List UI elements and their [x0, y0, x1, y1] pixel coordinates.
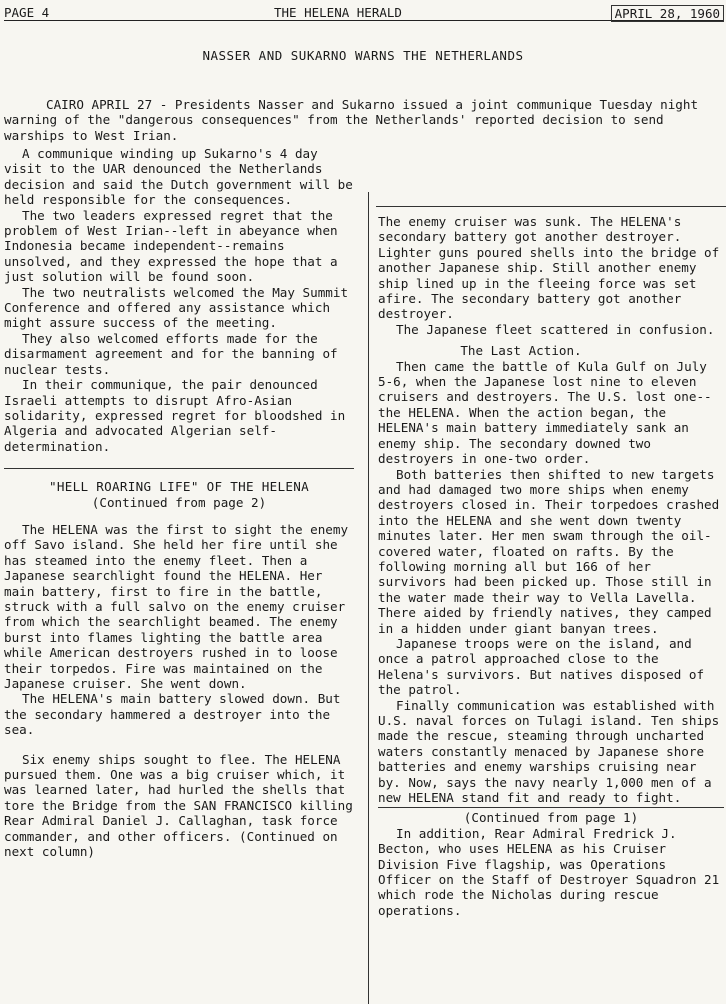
article2-subhead: The Last Action.	[460, 343, 582, 359]
article2-paragraph: Both batteries then shifted to new targets and had damaged two more ships when enemy destroyers closed in. Their torpedoes crashed into the HELENA and she went down twenty minutes later. Her men swam through the oil-covered water, floated on rafts. By the following morning all but 166 of her survivors had been picked up. Those still in the water made their way to Vella Lavella. There aided by friendly natives, they camped in a hidden under giant banyan trees.	[378, 466, 720, 636]
article2-paragraph: The enemy cruiser was sunk. The HELENA's secondary battery got another destroyer. Lighter guns poured shells into the bridge of another Japanese ship. Still another enemy ship lined up in the fleeing force was set afire. The secondary battery got another destroyer.	[378, 214, 720, 322]
article1-paragraph: A communique winding up Sukarno's 4 day visit to the UAR denounced the Netherlands decision and said the Dutch government will be held responsible for the consequences.	[4, 146, 353, 208]
article-divider	[4, 468, 354, 469]
article2-paragraph: Finally communication was established with U.S. naval forces on Tulagi island. Ten ships made the rescue, steaming through uncharted waters constantly menaced by Japanese shore batteries and enemy warships cruising near by. Now, says the navy nearly 1,000 men of a new HELENA stand fit and ready to fight.	[378, 697, 720, 806]
issue-date: APRIL 28, 1960	[611, 5, 724, 22]
lead-paragraph: CAIRO APRIL 27 - Presidents Nasser and Sukarno issued a joint communique Tuesday night warning of the "dangerous consequences" from the Netherlands' reported decision to send warships to West Irian.	[4, 97, 699, 143]
article1-headline: NASSER AND SUKARNO WARNS THE NETHERLANDS	[202, 48, 524, 63]
page-number: PAGE 4	[4, 5, 50, 20]
page-header	[4, 4, 724, 21]
continued-from-page1: (Continued from page 1)	[463, 810, 639, 826]
right-column	[378, 214, 724, 918]
article2-paragraph: The HELENA's main battery slowed down. But the secondary hammered a destroyer into the sea.	[4, 691, 341, 738]
column-rule	[368, 192, 369, 1004]
continuation-divider	[378, 807, 724, 808]
article1-paragraph: In their communique, the pair denounced Israeli attempts to disrupt Afro-Asian solidarity, expressed regret for bloodshed in Algeria and advocated Algerian self-determination.	[4, 377, 346, 454]
article2-paragraph: The Japanese fleet scattered in confusion.	[396, 321, 715, 337]
left-column	[4, 146, 354, 859]
column-top-rule	[376, 206, 726, 207]
article2-headline: "HELL ROARING LIFE" OF THE HELENA	[48, 479, 310, 495]
article2-continued: (Continued from page 2)	[91, 494, 267, 510]
article1-paragraph: The two neutralists welcomed the May Summit Conference and offered any assistance which might assure success of the meeting.	[4, 284, 349, 331]
newspaper-title: THE HELENA HERALD	[274, 5, 402, 20]
article2-paragraph: Japanese troops were on the island, and once a patrol approached close to the Helena's survivors. But natives disposed of the patrol.	[378, 635, 705, 698]
article1-paragraph: The two leaders expressed regret that the problem of West Irian--left in abeyance when Indonesia became independent--remains unsolved, and they expressed the hope that a just solution will be found soon.	[4, 207, 338, 285]
article1-paragraph: They also welcomed efforts made for the disarmament agreement and for the banning of nuclear tests.	[4, 330, 338, 377]
article2-final-paragraph: In addition, Rear Admiral Fredrick J. Becton, who uses HELENA as his Cruiser Division Five flagship, was Operations Officer on the Staff of Destroyer Squadron 21 which rode the Nicholas during rescue operations.	[378, 825, 720, 918]
article2-paragraph: Then came the battle of Kula Gulf on July 5-6, when the Japanese lost nine to eleven cruisers and destroyers. The U.S. lost one--the HELENA. When the action began, the HELENA's main battery immediately sank an enemy ship. The secondary downed two destroyers in one-two order.	[378, 358, 712, 467]
article2-paragraph: The HELENA was the first to sight the enemy off Savo island. She held her fire until she has steamed into the enemy fleet. Then a Japanese searchlight found the HELENA. Her main battery, first to fire in the battle, struck with a full salvo on the enemy cruiser from which the searchlight beamed. The enemy burst into flames lighting the battle area while American destroyers rushed in to loose their torpedos. Fire was maintained on the Japanese cruiser. She went down.	[4, 521, 349, 691]
article1-lead	[4, 97, 720, 143]
article2-paragraph: Six enemy ships sought to flee. The HELENA pursued them. One was a big cruiser which, it was learned later, had hurled the shells that tore the Bridge from the SAN FRANCISCO killing Rear Admiral Daniel J. Callaghan, task force commander, and other officers. (Continued on next column)	[4, 751, 353, 860]
